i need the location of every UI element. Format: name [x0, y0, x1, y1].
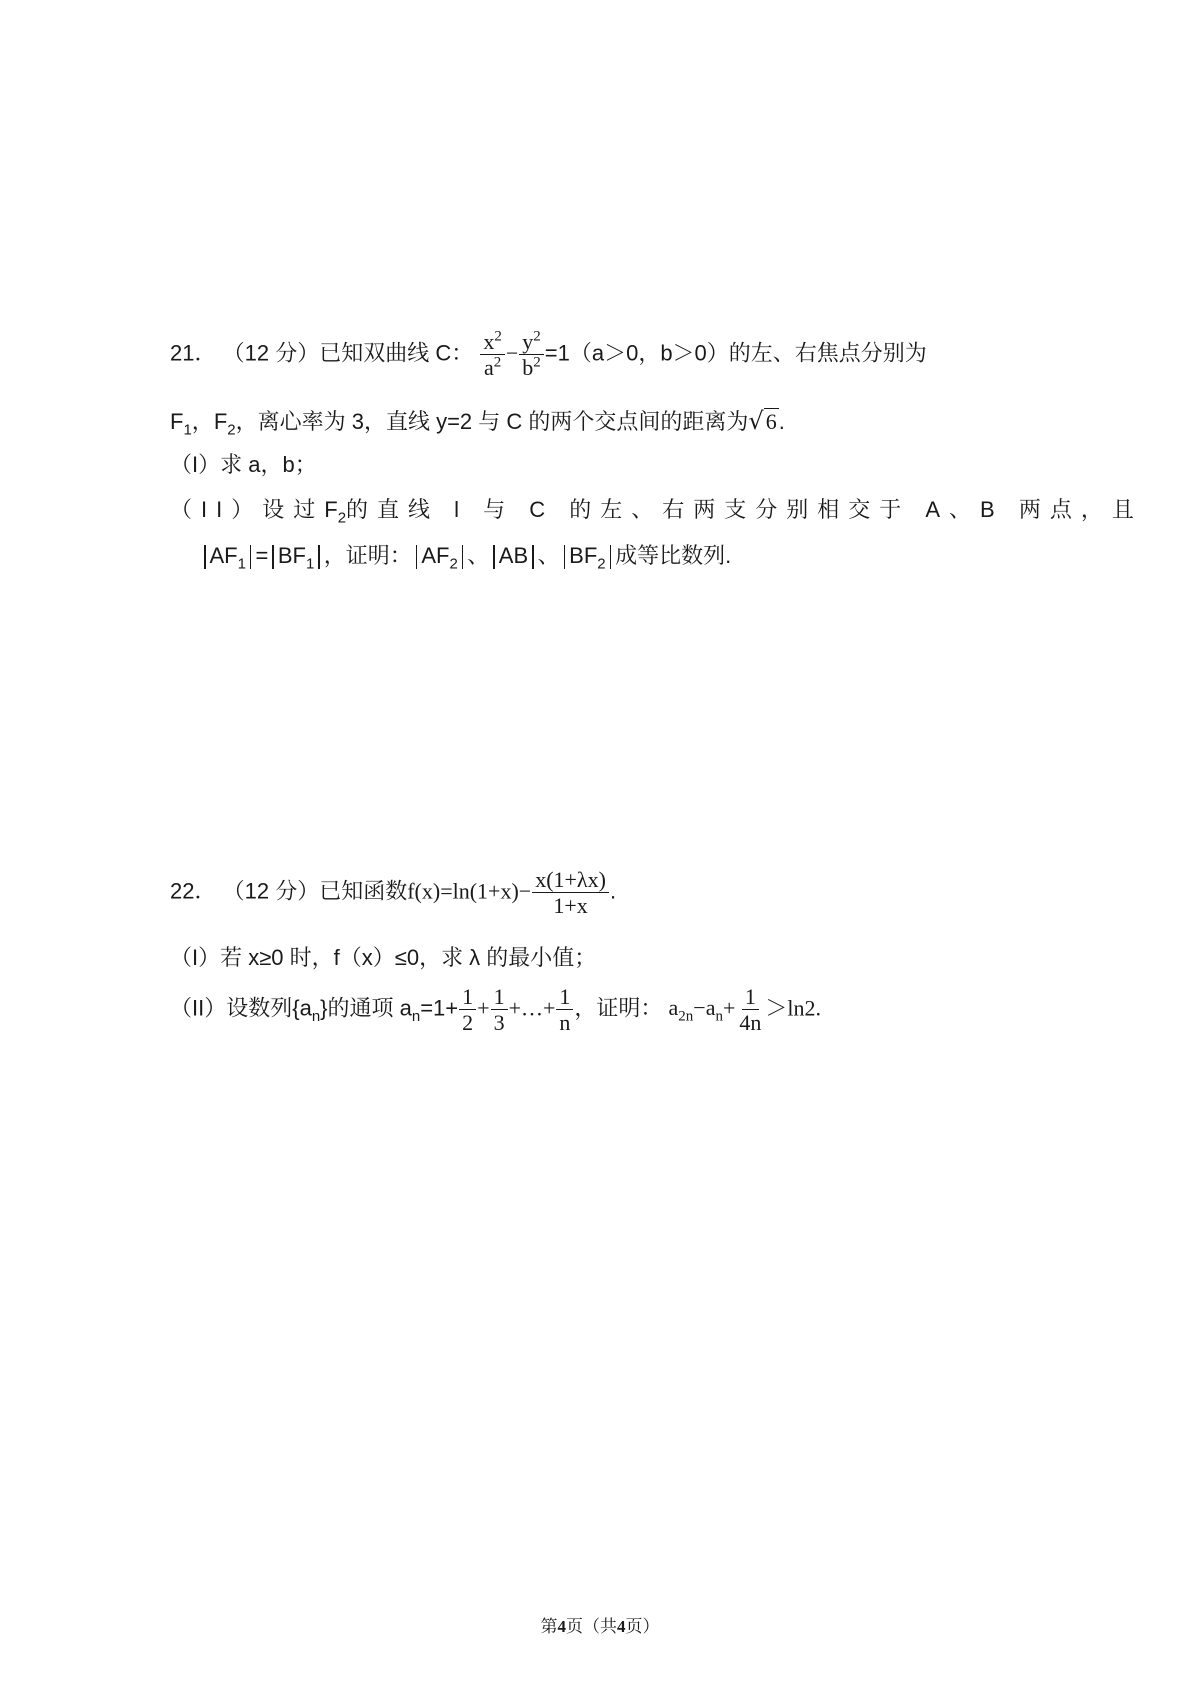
page-footer — [0, 1612, 1200, 1637]
q22-score: （12 分） — [222, 878, 320, 904]
q21-fraction-x2-a2: $\frac{x^2}{a^2}$ — [480, 330, 505, 379]
abs-bar-icon — [272, 545, 274, 569]
q22-number: 22． — [170, 878, 217, 904]
abs-bar-icon — [250, 545, 252, 569]
q21-prove: ，证明： — [323, 543, 412, 568]
q22-frac-1-n: $\frac{1}{n}$ — [556, 985, 573, 1034]
q21-number: 21． — [170, 340, 217, 366]
abs-bar-icon — [416, 545, 418, 569]
q21-part2-f2: $F_2$ — [324, 497, 347, 527]
q21-line2 — [170, 407, 785, 439]
q21-intro: 已知双曲线 C： — [319, 340, 474, 366]
q22-inequality: ＞ln2. — [765, 995, 822, 1021]
q22-part2-text-c: =1+ — [420, 995, 459, 1021]
q22-part2-text-a: （II）设数列{a — [170, 995, 312, 1021]
q22-function: f(x)=ln(1+x) — [407, 878, 519, 904]
q22-frac-1-3: $\frac{1}{3}$ — [491, 985, 508, 1034]
q22-part2-sub: n — [411, 1007, 421, 1025]
footer-mid: 页（共 — [566, 1617, 617, 1636]
q22-line1 — [170, 868, 616, 917]
q21-line2-text: ，离心率为 3，直线 y=2 与 C 的两个交点间的距离为 — [235, 409, 749, 434]
q21-part2-line2 — [200, 543, 732, 573]
footer-post: 页） — [625, 1617, 660, 1636]
abs-bar-icon — [204, 545, 206, 569]
q22-fraction: $\frac{x(1+\lambda x)}{1+x}$ — [532, 868, 609, 917]
q21-bf2: $BF_2$ — [569, 543, 606, 573]
q21-fraction-y2-b2: $\frac{y^2}{b^2}$ — [519, 330, 544, 379]
footer-total-pages: 4 — [617, 1617, 626, 1636]
q21-score: （12 分） — [222, 340, 320, 366]
q21-f2: $F_2$ — [213, 409, 236, 439]
abs-bar-icon — [610, 545, 612, 569]
q21-equals: = — [255, 543, 269, 568]
q21-af2: $AF_2$ — [421, 543, 458, 573]
q22-ellipsis: +…+ — [508, 995, 556, 1021]
q21-minus: − — [505, 340, 519, 366]
q22-part2-text-b: }的通项 a — [320, 995, 412, 1021]
q22-frac-1-4n: $\frac{1}{4n}$ — [739, 984, 762, 1036]
q22-frac-1-2: $\frac{1}{2}$ — [459, 985, 476, 1034]
q21-part1: （I）求 a，b； — [170, 452, 317, 477]
q21-conclusion: 成等比数列. — [615, 543, 732, 568]
sqrt-icon: √ — [748, 407, 764, 435]
q21-separator: 、 — [467, 543, 490, 568]
abs-bar-icon — [462, 545, 464, 569]
q22-part1: （I）若 x≥0 时，f（x）≤0，求 λ 的最小值； — [170, 945, 597, 970]
q22-an: $-a_n$ — [693, 995, 723, 1025]
q22-part2-sub: n — [311, 1007, 321, 1025]
q21-f1: $F_1$ — [170, 409, 192, 439]
q21-line2-end: . — [778, 409, 785, 434]
q21-af1: $AF_1$ — [209, 543, 246, 573]
q21-part2-text-b: 的直线 l 与 C 的左、右两支分别相交于 A、B 两点，且 — [346, 497, 1143, 522]
abs-bar-icon — [318, 545, 320, 569]
q21-comma: ， — [191, 409, 214, 434]
q22-plus: + — [722, 995, 736, 1021]
abs-bar-icon — [564, 545, 566, 569]
q22-prove: ，证明： — [574, 995, 663, 1021]
q22-plus: + — [477, 995, 490, 1021]
q22-intro: 已知函数 — [319, 878, 408, 904]
q21-part2-line1 — [170, 497, 1143, 527]
q22-minus: − — [518, 878, 532, 904]
q22-part2 — [170, 985, 821, 1034]
q21-part2-text-a: （II）设过 — [170, 497, 325, 522]
abs-bar-icon — [532, 545, 534, 569]
q21-line1 — [170, 330, 927, 379]
q21-sqrt-value: 6 — [765, 409, 777, 434]
q22-a2n: $a_{2n}$ — [668, 995, 694, 1025]
q21-equation-rest: =1（a＞0，b＞0）的左、右焦点分别为 — [544, 340, 927, 366]
q21-separator: 、 — [537, 543, 560, 568]
q21-ab: AB — [498, 543, 529, 568]
footer-page-number: 4 — [557, 1617, 566, 1636]
abs-bar-icon — [493, 545, 495, 569]
q21-bf1: $BF_1$ — [277, 543, 315, 573]
footer-pre: 第 — [540, 1617, 558, 1636]
q22-end: . — [609, 878, 617, 904]
